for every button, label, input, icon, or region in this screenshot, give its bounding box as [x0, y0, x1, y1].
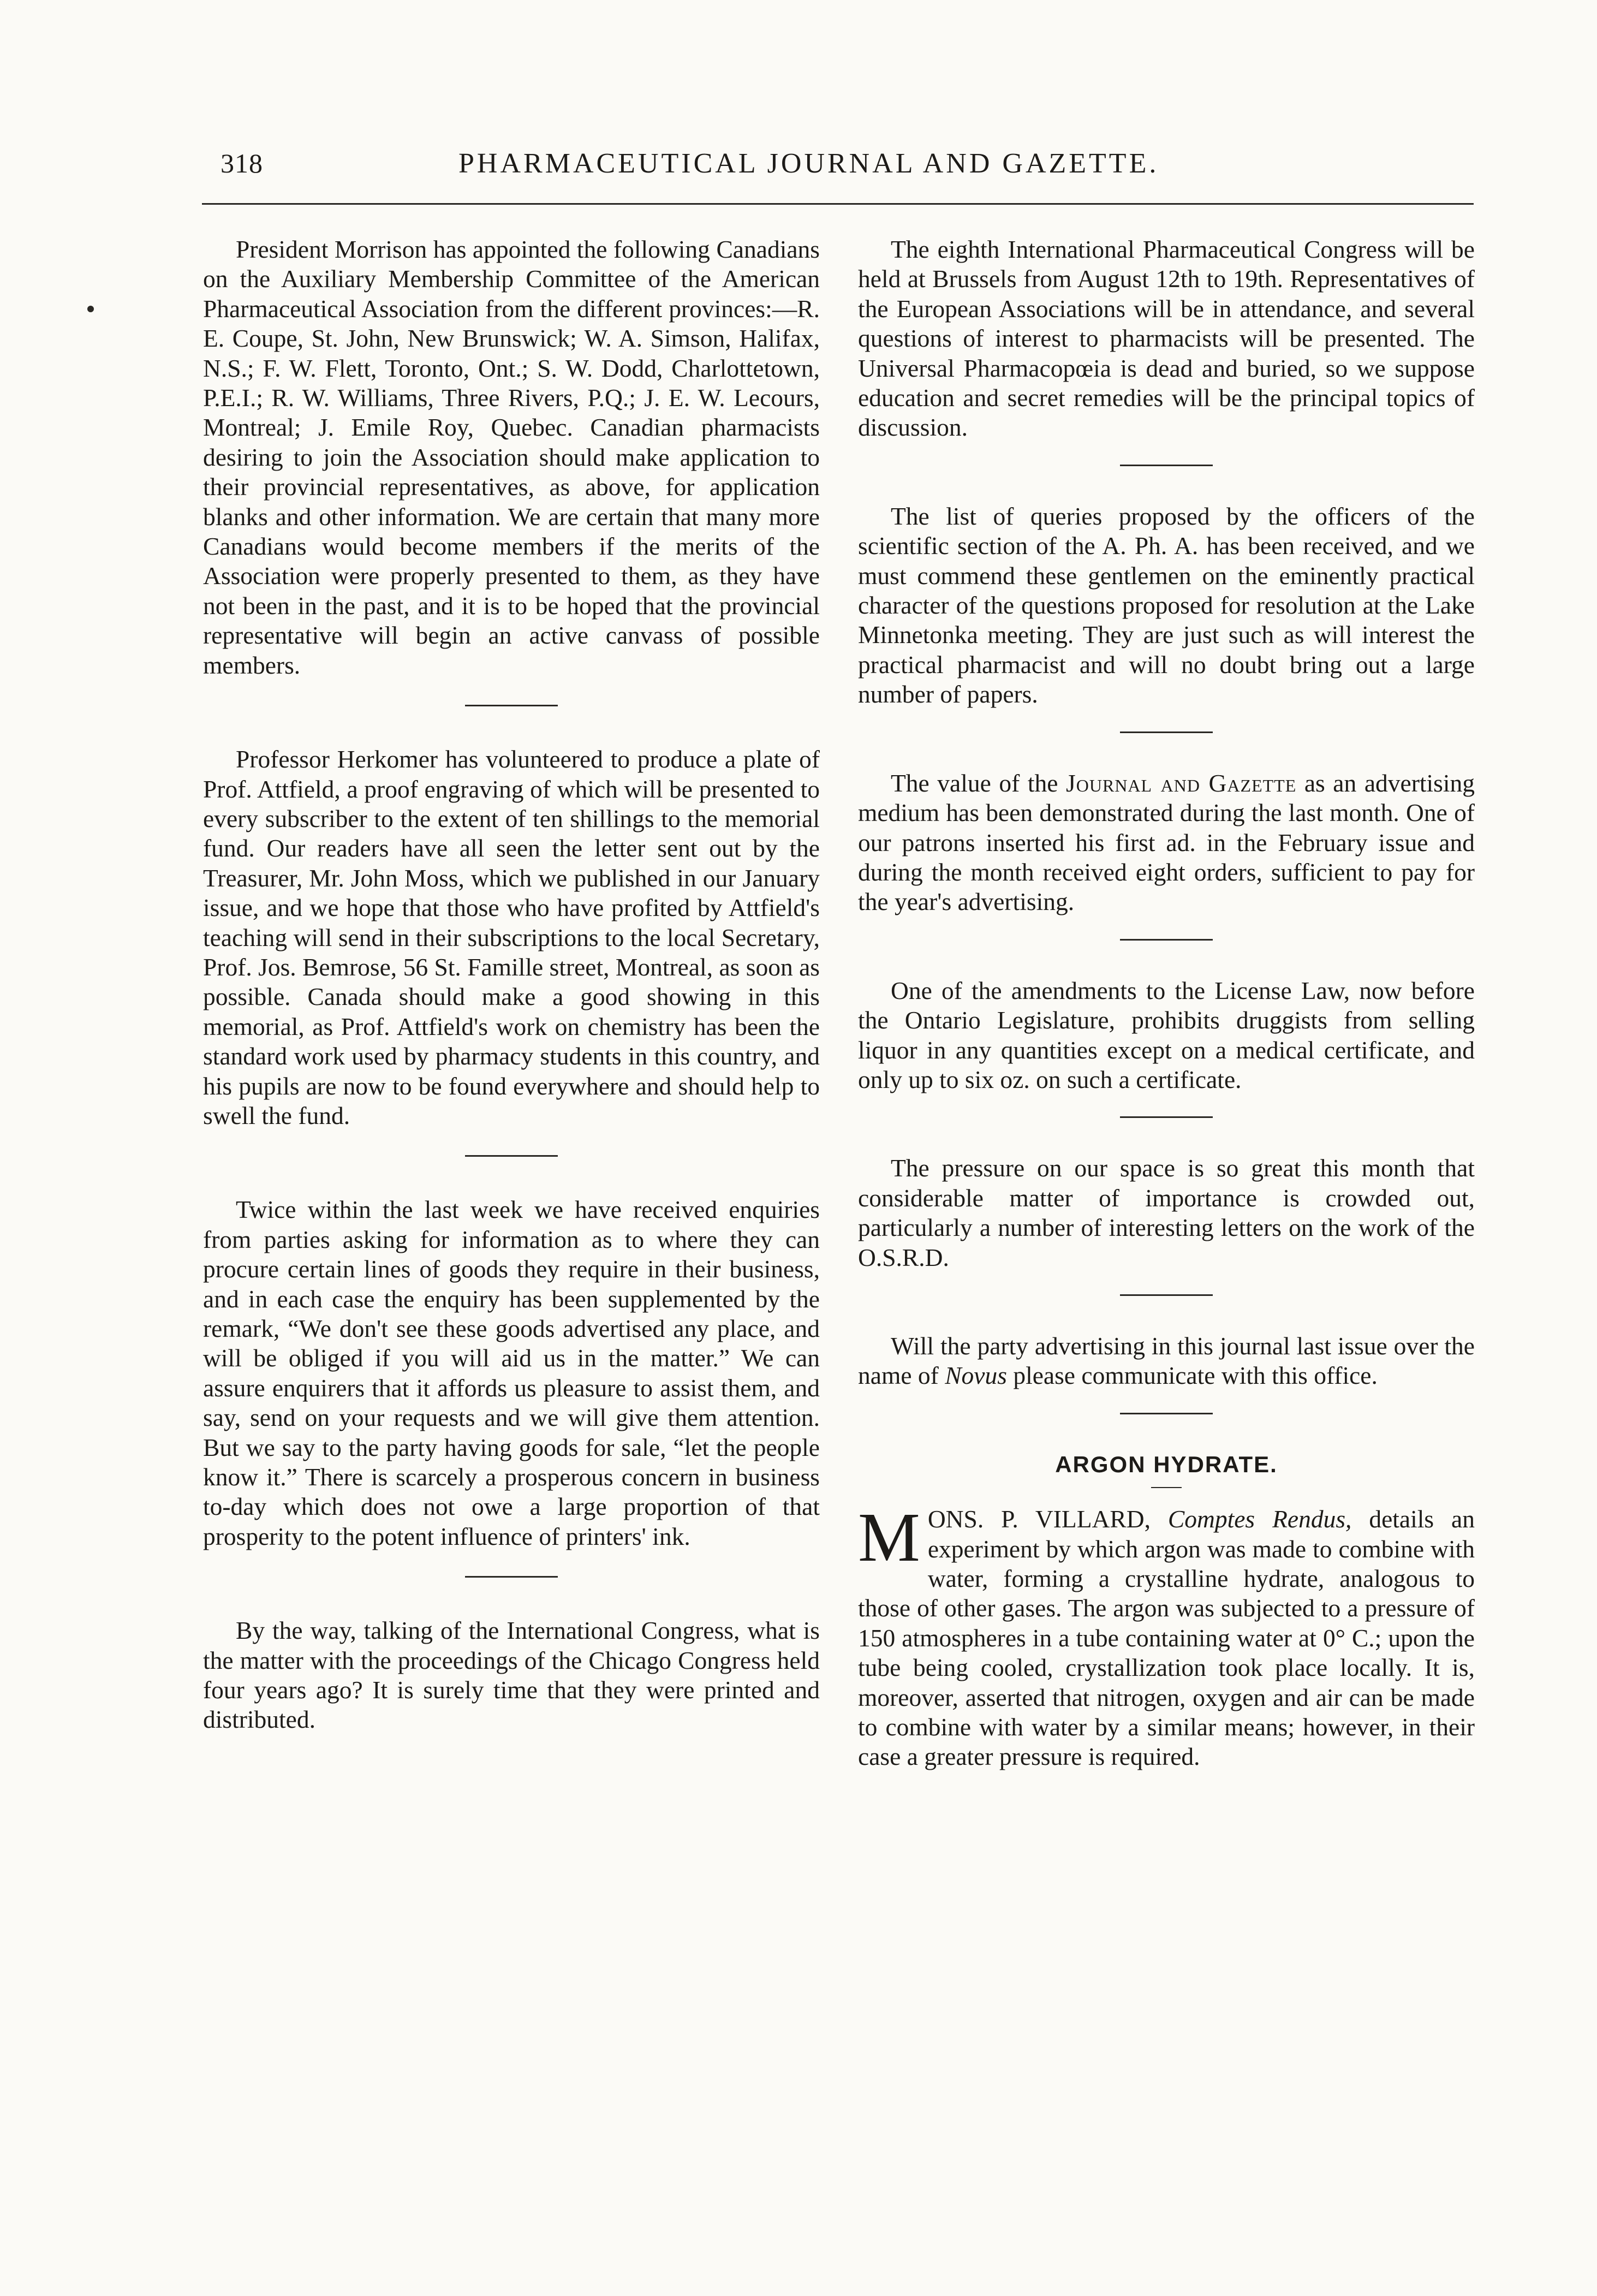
paragraph-chicago-congress: By the way, talking of the International Congress, what is the matter with the proceedings of the Chicago Congress held four years ago? It is surely time that they were printed and distributed.	[203, 1616, 820, 1734]
section-divider	[1120, 731, 1213, 733]
paragraph-brussels-congress: The eighth International Pharmaceutical Congress will be held at Brussels from August 12th to 19th. Representatives of the European Associations will be in attendance, and several questions of interest to pharmacists will be presented. The Universal Pharmacopœia is dead and buried, so we suppose education and secret remedies will be the principal topics of discussion.	[858, 235, 1475, 442]
text-run: please communicate with this office.	[1006, 1361, 1378, 1390]
paragraph-advertising-value	[858, 769, 1475, 917]
text-run: as an advertising medium has been demonstrated during the last month. One of our patrons inserted his first ad. in the February issue and during the month received eight orders, sufficient to pay for the year's advertising.	[858, 769, 1475, 916]
paragraph-attfield-memorial: Professor Herkomer has volunteered to produce a plate of Prof. Attfield, a proof engraving of which will be presented to every subscriber to the extent of ten shillings to the memorial fund. Our readers have all seen the letter sent out by the Treasurer, Mr. John Moss, which we published in our January issue, and we hope that those who have profited by Attfield's teaching will send in their subscriptions to the local Secretary, Prof. Jos. Bemrose, 56 St. Famille street, Montreal, as soon as possible. Canada should make a good showing in this memorial, as Prof. Attfield's work on chemistry has been the standard work used by pharmacy students in this country, and his pupils are now to be found everywhere and should help to swell the fund.	[203, 745, 820, 1129]
text-run: Will the party advertising in this journal last issue over the name of	[858, 1331, 1475, 1390]
journal-name: Journal and Gazette	[1066, 769, 1297, 797]
section-divider	[1120, 1413, 1213, 1414]
paragraph-enquiries: Twice within the last week we have received enquiries from parties asking for information as to where they can procure certain lines of goods they require in their business, and in each case the enquiry has been supplemented by the remark, “We don't see these goods advertised any place, and will be obliged if you will aid us in the matter.” We can assure enquirers that it affords us pleasure to assist them, and say, send on your requests and we will give them attention. But we say to the party having goods for sale, “let the people know it.” There is scarcely a prosperous concern in business to-day which does not owe a large proportion of that prosperity to the potent influence of printers' ink.	[203, 1195, 820, 1550]
right-column	[858, 235, 1475, 1772]
section-divider	[1120, 939, 1213, 941]
paragraph-auxiliary-membership: President Morrison has appointed the following Canadians on the Auxiliary Membership Committee of the American Pharmaceutical Association from the different provinces:—R. E. Coupe, St. John, New Brunswick; W. A. Simson, Halifax, N.S.; F. W. Flett, Toronto, Ont.; S. W. Dodd, Charlottetown, P.E.I.; R. W. Williams, Three Rivers, P.Q.; J. E. W. Lecours, Montreal; J. Emile Roy, Quebec. Canadian pharmacists desiring to join the Association should make application to their provincial representatives, as above, for application blanks and other information. We are certain that many more Canadians would become members if the merits of the Association were properly presented to them, as they have not been in the past, and it is to be hoped that the provincial representative will begin an active canvass of possible members.	[203, 235, 820, 679]
section-divider	[1120, 1116, 1213, 1118]
section-divider	[1120, 1294, 1213, 1296]
pseudonym: Novus	[945, 1361, 1007, 1390]
left-column	[203, 235, 820, 1735]
text-run: details an experiment by which argon was made to combine with water, forming a crystalline hydrate, analogous to those of other gases. The argon was subjected to a pressure of 150 atmospheres in a tube containing water at 0° C.; upon the tube being cooled, crystallization took place locally. It is, moreover, asserted that nitrogen, oxygen and air can be made to combine with water by a similar means; however, in their case a greater pressure is required.	[858, 1505, 1475, 1771]
source-citation: Comptes Rendus,	[1167, 1505, 1352, 1533]
margin-ink-dot	[87, 306, 94, 312]
paragraph-space-pressure: The pressure on our space is so great this month that considerable matter of importance is crowded out, particularly a number of interesting letters on the work of the O.S.R.D.	[858, 1154, 1475, 1271]
section-divider	[465, 705, 558, 706]
paragraph-argon-hydrate	[858, 1498, 1475, 1772]
paragraph-aph-queries: The list of queries proposed by the officers of the scientific section of the A. Ph. A. has been received, and we must commend these gentlemen on the eminently practical character of the questions proposed for resolution at the Lake Minnetonka meeting. They are just such as will interest the practical pharmacist and will no doubt bring out a large number of papers.	[858, 502, 1475, 709]
running-head: PHARMACEUTICAL JOURNAL AND GAZETTE.	[458, 148, 1159, 179]
header-rule	[202, 203, 1474, 205]
text-run: The value of the	[891, 769, 1066, 797]
page-header	[202, 147, 1228, 191]
section-divider	[465, 1576, 558, 1578]
section-divider	[465, 1155, 558, 1157]
page-number: 318	[221, 148, 263, 179]
drop-cap: M	[858, 1498, 920, 1577]
paragraph-license-law: One of the amendments to the License Law, now before the Ontario Legislature, prohibits druggists from selling liquor in any quantities except on a medical certificate, and only up to six oz. on such a certificate.	[858, 976, 1475, 1093]
text-run: ONS. P. VILLARD,	[927, 1505, 1168, 1533]
heading-rule	[1151, 1487, 1182, 1488]
section-divider	[1120, 465, 1213, 466]
article-heading: ARGON HYDRATE.	[1055, 1451, 1278, 1477]
paragraph-novus-notice	[858, 1331, 1475, 1391]
